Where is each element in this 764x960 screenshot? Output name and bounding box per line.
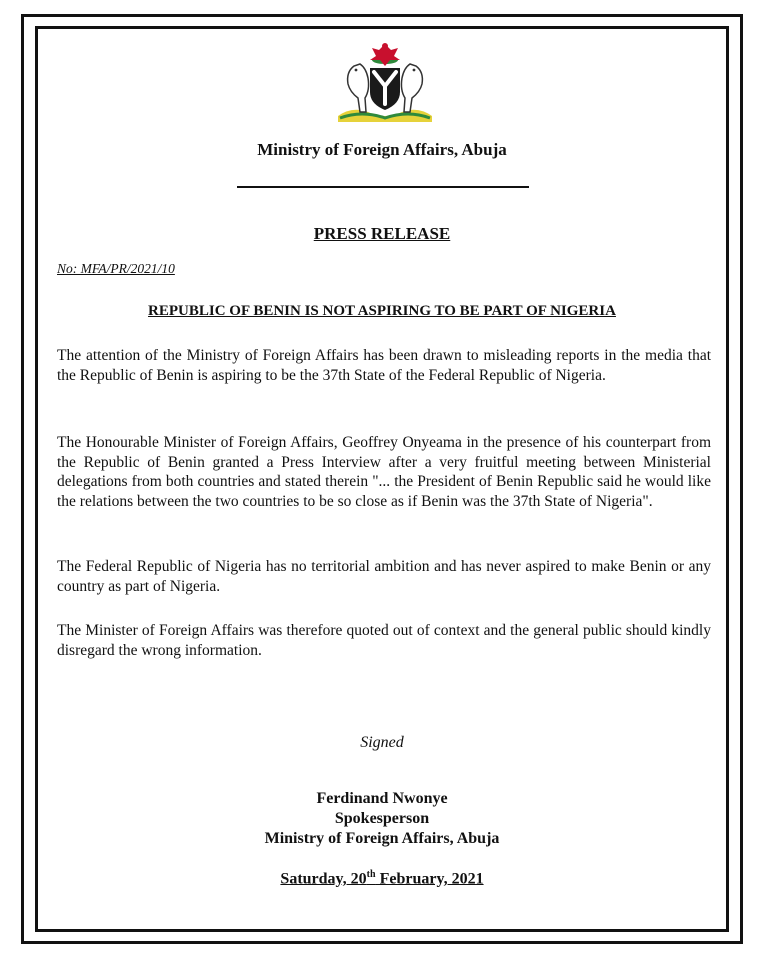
signed-label: Signed (360, 734, 404, 751)
divider (237, 186, 529, 188)
nigeria-coat-of-arms-icon (332, 38, 438, 126)
date-ordinal: th (366, 869, 376, 880)
date-rest: February, 2021 (375, 870, 484, 888)
signatory-name: Ferdinand Nwonye (316, 790, 448, 807)
press-release-heading: PRESS RELEASE (313, 224, 451, 243)
reference-number: No: MFA/PR/2021/10 (57, 261, 175, 276)
paragraph-1: The attention of the Ministry of Foreign Affairs has been drawn to misleading reports in the media that the Republic of Benin is aspiring to be the 37th State of the Federal Republic of Nigeria. (57, 347, 711, 384)
signatory-ministry: Ministry of Foreign Affairs, Abuja (264, 830, 500, 847)
headline: REPUBLIC OF BENIN IS NOT ASPIRING TO BE PART OF NIGERIA (148, 303, 616, 319)
ministry-title: Ministry of Foreign Affairs, Abuja (257, 140, 507, 159)
paragraph-4: The Minister of Foreign Affairs was therefore quoted out of context and the general public should kindly disregard the wrong information. (57, 622, 711, 659)
date-day: Saturday, 20 (280, 870, 367, 888)
release-date (56, 869, 708, 888)
paragraph-3: The Federal Republic of Nigeria has no territorial ambition and has never aspired to make Benin or any country as part of Nigeria. (57, 558, 711, 595)
paragraph-2: The Honourable Minister of Foreign Affairs, Geoffrey Onyeama in the presence of his counterpart from the Republic of Benin granted a Press Interview after a very fruitful meeting between Ministerial delegations from both countries and stated therein "... the President of Benin Republic said he would like the relations between the two countries to be so close as if Benin was the 37th State of Nigeria". (57, 434, 711, 510)
signatory-title: Spokesperson (334, 810, 430, 827)
